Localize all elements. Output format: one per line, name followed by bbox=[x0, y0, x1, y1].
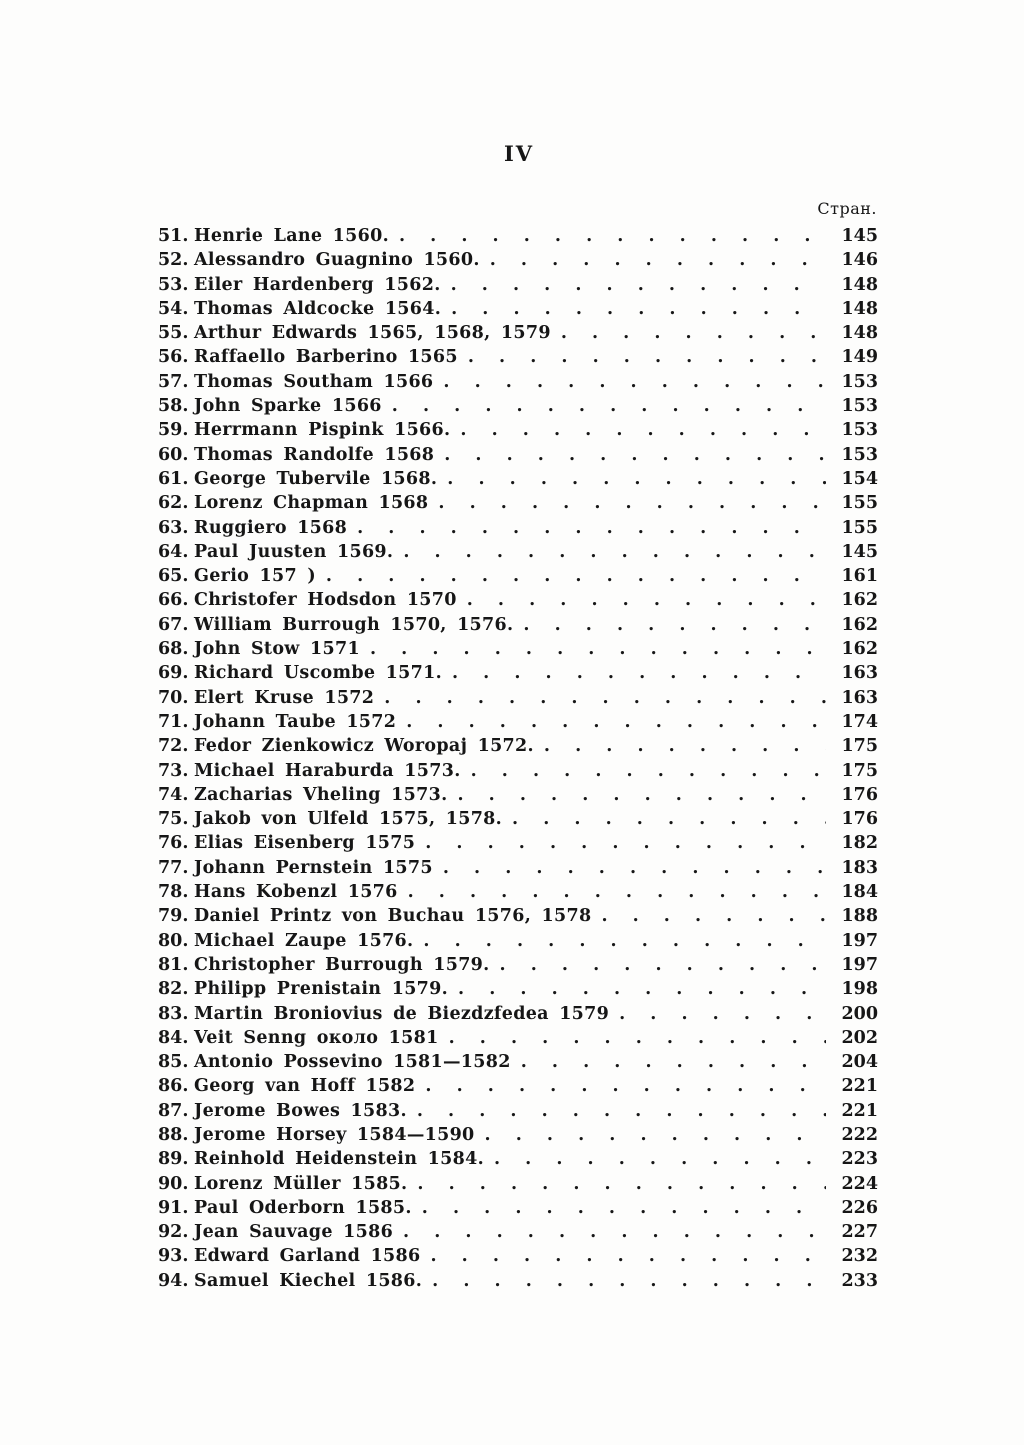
entry-title: William Burrough 1570, 1576. bbox=[194, 614, 514, 635]
entry-number: 86. bbox=[158, 1076, 189, 1097]
leader-dots bbox=[468, 345, 826, 369]
leader-dots bbox=[326, 564, 826, 588]
entry-number: 54. bbox=[158, 298, 189, 319]
leader-dots bbox=[399, 224, 826, 248]
entry-page: 153 bbox=[841, 420, 878, 441]
toc-row bbox=[158, 1196, 878, 1220]
entry-page: 163 bbox=[841, 663, 878, 684]
entry-number: 91. bbox=[158, 1197, 189, 1218]
entry-page: 197 bbox=[841, 930, 878, 951]
toc-row bbox=[158, 1220, 878, 1244]
toc-row bbox=[158, 297, 878, 321]
entry-title: Jakob von Ulfeld 1575, 1578. bbox=[194, 809, 503, 830]
entry-title: Gerio 157 ) bbox=[194, 566, 316, 587]
entry-number: 74. bbox=[158, 784, 189, 805]
entry-title: Zacharias Vheling 1573. bbox=[194, 784, 448, 805]
toc-row bbox=[158, 588, 878, 612]
entry-title: Alessandro Guagnino 1560. bbox=[194, 250, 480, 271]
entry-number: 53. bbox=[158, 274, 189, 295]
leader-dots bbox=[430, 1244, 826, 1268]
leader-dots bbox=[457, 783, 826, 807]
toc-row bbox=[158, 831, 878, 855]
toc-row bbox=[158, 248, 878, 272]
toc-row bbox=[158, 661, 878, 685]
entry-number: 77. bbox=[158, 857, 189, 878]
entry-page: 153 bbox=[841, 444, 878, 465]
toc-row bbox=[158, 1002, 878, 1026]
entry-number: 72. bbox=[158, 736, 189, 757]
entry-number: 80. bbox=[158, 930, 189, 951]
toc-row bbox=[158, 880, 878, 904]
toc-row bbox=[158, 734, 878, 758]
entry-number: 83. bbox=[158, 1003, 189, 1024]
toc-row bbox=[158, 1026, 878, 1050]
toc-row bbox=[158, 1172, 878, 1196]
entry-title: Christofer Hodsdon 1570 bbox=[194, 590, 457, 611]
entry-title: John Stow 1571 bbox=[194, 639, 360, 660]
entry-title: Daniel Printz von Buchau 1576, 1578 bbox=[194, 906, 592, 927]
entry-title: Thomas Randolfe 1568 bbox=[194, 444, 435, 465]
entry-page: 183 bbox=[841, 857, 878, 878]
toc-row bbox=[158, 1244, 878, 1268]
entry-page: 176 bbox=[841, 784, 878, 805]
entry-page: 162 bbox=[841, 614, 878, 635]
toc-row bbox=[158, 929, 878, 953]
leader-dots bbox=[451, 297, 826, 321]
entry-title: Christopher Burrough 1579. bbox=[194, 954, 490, 975]
entry-number: 70. bbox=[158, 687, 189, 708]
leader-dots bbox=[406, 710, 826, 734]
entry-title: Thomas Aldcocke 1564. bbox=[194, 298, 442, 319]
entry-page: 200 bbox=[841, 1003, 878, 1024]
entry-number: 90. bbox=[158, 1173, 189, 1194]
toc-row bbox=[158, 1123, 878, 1147]
entry-page: 176 bbox=[841, 809, 878, 830]
toc-row bbox=[158, 224, 878, 248]
toc-row bbox=[158, 564, 878, 588]
toc-row bbox=[158, 321, 878, 345]
entry-page: 223 bbox=[841, 1149, 878, 1170]
leader-dots bbox=[460, 418, 826, 442]
entry-number: 63. bbox=[158, 517, 189, 538]
toc-row bbox=[158, 516, 878, 540]
entry-title: Paul Oderborn 1585. bbox=[194, 1197, 412, 1218]
toc-row bbox=[158, 710, 878, 734]
leader-dots bbox=[408, 880, 826, 904]
entry-title: Veit Senng около 1581 bbox=[194, 1027, 439, 1048]
entry-page: 145 bbox=[841, 226, 878, 246]
entry-page: 146 bbox=[841, 250, 878, 271]
leader-dots bbox=[619, 1002, 826, 1026]
entry-title: Fedor Zienkowicz Woropaj 1572. bbox=[194, 736, 534, 757]
entry-number: 78. bbox=[158, 882, 189, 903]
entry-page: 153 bbox=[841, 371, 878, 392]
leader-dots bbox=[422, 1196, 826, 1220]
entry-title: Reinhold Heidenstein 1584. bbox=[194, 1149, 484, 1170]
entry-number: 59. bbox=[158, 420, 189, 441]
entry-page: 188 bbox=[841, 906, 878, 927]
entry-page: 162 bbox=[841, 590, 878, 611]
entry-title: Ruggiero 1568 bbox=[194, 517, 348, 538]
entry-number: 88. bbox=[158, 1124, 189, 1145]
entry-page: 222 bbox=[841, 1124, 878, 1145]
entry-page: 174 bbox=[841, 711, 878, 732]
entry-page: 175 bbox=[841, 736, 878, 757]
entry-title: Lorenz Müller 1585. bbox=[194, 1173, 408, 1194]
entry-number: 58. bbox=[158, 396, 189, 417]
toc-row bbox=[158, 1099, 878, 1123]
entry-title: Thomas Southam 1566 bbox=[194, 371, 434, 392]
entry-title: Henrie Lane 1560. bbox=[194, 226, 389, 246]
entry-title: Jerome Bowes 1583. bbox=[194, 1100, 407, 1121]
entry-number: 55. bbox=[158, 323, 189, 344]
entry-number: 56. bbox=[158, 347, 189, 368]
entry-title: Elias Eisenberg 1575 bbox=[194, 833, 416, 854]
leader-dots bbox=[601, 904, 826, 928]
entry-page: 224 bbox=[841, 1173, 878, 1194]
toc-row bbox=[158, 1050, 878, 1074]
entry-number: 89. bbox=[158, 1149, 189, 1170]
toc-row bbox=[158, 394, 878, 418]
entry-title: Arthur Edwards 1565, 1568, 1579 bbox=[194, 323, 551, 344]
entry-number: 92. bbox=[158, 1222, 189, 1243]
toc-row bbox=[158, 783, 878, 807]
entry-title: Antonio Possevino 1581—1582 bbox=[194, 1052, 511, 1073]
leader-dots bbox=[432, 1269, 826, 1293]
entry-number: 60. bbox=[158, 444, 189, 465]
toc-row bbox=[158, 759, 878, 783]
entry-page: 197 bbox=[841, 954, 878, 975]
toc-row bbox=[158, 904, 878, 928]
entry-page: 226 bbox=[841, 1197, 878, 1218]
entry-page: 155 bbox=[841, 493, 878, 514]
page-column-header: Стран. bbox=[817, 199, 877, 218]
entry-page: 148 bbox=[841, 323, 878, 344]
entry-number: 71. bbox=[158, 711, 189, 732]
entry-title: Lorenz Chapman 1568 bbox=[194, 493, 429, 514]
entry-title: John Sparke 1566 bbox=[194, 396, 382, 417]
entry-page: 154 bbox=[841, 468, 878, 489]
entry-number: 85. bbox=[158, 1052, 189, 1073]
entry-page: 221 bbox=[841, 1100, 878, 1121]
leader-dots bbox=[490, 248, 826, 272]
entry-page: 204 bbox=[841, 1052, 878, 1073]
leader-dots bbox=[357, 516, 826, 540]
toc-row bbox=[158, 637, 878, 661]
leader-dots bbox=[425, 831, 826, 855]
leader-dots bbox=[512, 807, 826, 831]
leader-dots bbox=[523, 613, 826, 637]
leader-dots bbox=[370, 637, 826, 661]
entry-title: Hans Kobenzl 1576 bbox=[194, 882, 398, 903]
toc-row bbox=[158, 467, 878, 491]
page-header-numeral: IV bbox=[503, 141, 535, 166]
entry-page: 198 bbox=[841, 979, 878, 1000]
entry-number: 68. bbox=[158, 639, 189, 660]
toc-row bbox=[158, 686, 878, 710]
entry-number: 57. bbox=[158, 371, 189, 392]
leader-dots bbox=[458, 977, 826, 1001]
entry-title: Eiler Hardenberg 1562. bbox=[194, 274, 441, 295]
entry-page: 149 bbox=[841, 347, 878, 368]
leader-dots bbox=[444, 443, 826, 467]
leader-dots bbox=[449, 1026, 826, 1050]
entry-number: 73. bbox=[158, 760, 189, 781]
toc-row bbox=[158, 1269, 878, 1293]
leader-dots bbox=[521, 1050, 826, 1074]
entry-page: 232 bbox=[841, 1246, 878, 1267]
toc-row bbox=[158, 540, 878, 564]
entry-number: 82. bbox=[158, 979, 189, 1000]
entry-title: Philipp Prenistain 1579. bbox=[194, 979, 449, 1000]
entry-title: Raffaello Barberino 1565 bbox=[194, 347, 458, 368]
entry-page: 148 bbox=[841, 274, 878, 295]
leader-dots bbox=[425, 1074, 826, 1098]
entry-title: Samuel Kiechel 1586. bbox=[194, 1270, 423, 1291]
leader-dots bbox=[494, 1147, 826, 1171]
entry-number: 87. bbox=[158, 1100, 189, 1121]
entry-number: 79. bbox=[158, 906, 189, 927]
entry-page: 161 bbox=[841, 566, 878, 587]
entry-number: 93. bbox=[158, 1246, 189, 1267]
entry-number: 61. bbox=[158, 468, 189, 489]
entry-number: 94. bbox=[158, 1270, 189, 1291]
entry-page: 221 bbox=[841, 1076, 878, 1097]
toc-row bbox=[158, 807, 878, 831]
entry-page: 227 bbox=[841, 1222, 878, 1243]
leader-dots bbox=[467, 588, 826, 612]
leader-dots bbox=[452, 661, 826, 685]
entry-title: Herrmann Pispink 1566. bbox=[194, 420, 451, 441]
toc-row bbox=[158, 443, 878, 467]
entry-page: 155 bbox=[841, 517, 878, 538]
entry-title: Jerome Horsey 1584—1590 bbox=[194, 1124, 475, 1145]
entry-title: Michael Haraburda 1573. bbox=[194, 760, 461, 781]
toc-row bbox=[158, 370, 878, 394]
entry-page: 148 bbox=[841, 298, 878, 319]
entry-number: 65. bbox=[158, 566, 189, 587]
entry-page: 175 bbox=[841, 760, 878, 781]
entry-number: 66. bbox=[158, 590, 189, 611]
toc-row bbox=[158, 953, 878, 977]
entry-number: 52. bbox=[158, 250, 189, 271]
toc-row bbox=[158, 345, 878, 369]
entry-title: Edward Garland 1586 bbox=[194, 1246, 421, 1267]
entry-title: George Tubervile 1568. bbox=[194, 468, 438, 489]
entry-title: Elert Kruse 1572 bbox=[194, 687, 375, 708]
leader-dots bbox=[423, 929, 826, 953]
leader-dots bbox=[384, 686, 826, 710]
entry-number: 62. bbox=[158, 493, 189, 514]
entry-page: 182 bbox=[841, 833, 878, 854]
entry-title: Martin Broniovius de Biezdzfedea 1579 bbox=[194, 1003, 610, 1024]
entry-title: Georg van Hoff 1582 bbox=[194, 1076, 416, 1097]
entry-title: Johann Pernstein 1575 bbox=[194, 857, 433, 878]
leader-dots bbox=[443, 856, 826, 880]
toc-row bbox=[158, 856, 878, 880]
leader-dots bbox=[403, 540, 826, 564]
entry-page: 184 bbox=[841, 882, 878, 903]
leader-dots bbox=[447, 467, 826, 491]
leader-dots bbox=[417, 1172, 826, 1196]
entry-title: Johann Taube 1572 bbox=[194, 711, 397, 732]
leader-dots bbox=[417, 1099, 826, 1123]
leader-dots bbox=[451, 273, 826, 297]
toc-row bbox=[158, 418, 878, 442]
entry-title: Paul Juusten 1569. bbox=[194, 541, 394, 562]
leader-dots bbox=[485, 1123, 826, 1147]
entry-number: 84. bbox=[158, 1027, 189, 1048]
leader-dots bbox=[500, 953, 826, 977]
entry-number: 76. bbox=[158, 833, 189, 854]
entry-title: Richard Uscombe 1571. bbox=[194, 663, 442, 684]
entry-number: 64. bbox=[158, 541, 189, 562]
entry-page: 153 bbox=[841, 396, 878, 417]
toc-row bbox=[158, 1074, 878, 1098]
entry-number: 81. bbox=[158, 954, 189, 975]
entry-page: 162 bbox=[841, 639, 878, 660]
leader-dots bbox=[438, 491, 826, 515]
leader-dots bbox=[392, 394, 826, 418]
entry-page: 202 bbox=[841, 1027, 878, 1048]
entry-number: 51. bbox=[158, 226, 189, 246]
entry-title: Michael Zaupe 1576. bbox=[194, 930, 414, 951]
toc-row bbox=[158, 491, 878, 515]
leader-dots bbox=[471, 759, 826, 783]
toc-row bbox=[158, 613, 878, 637]
leader-dots bbox=[403, 1220, 826, 1244]
leader-dots bbox=[561, 321, 826, 345]
entry-number: 67. bbox=[158, 614, 189, 635]
entry-page: 233 bbox=[841, 1270, 878, 1291]
entry-number: 69. bbox=[158, 663, 189, 684]
toc-list bbox=[158, 224, 878, 1293]
leader-dots bbox=[443, 370, 826, 394]
toc-row bbox=[158, 273, 878, 297]
entry-page: 145 bbox=[841, 541, 878, 562]
toc-row bbox=[158, 1147, 878, 1171]
entry-number: 75. bbox=[158, 809, 189, 830]
entry-page: 163 bbox=[841, 687, 878, 708]
leader-dots bbox=[544, 734, 826, 758]
toc-row bbox=[158, 977, 878, 1001]
entry-title: Jean Sauvage 1586 bbox=[194, 1222, 394, 1243]
